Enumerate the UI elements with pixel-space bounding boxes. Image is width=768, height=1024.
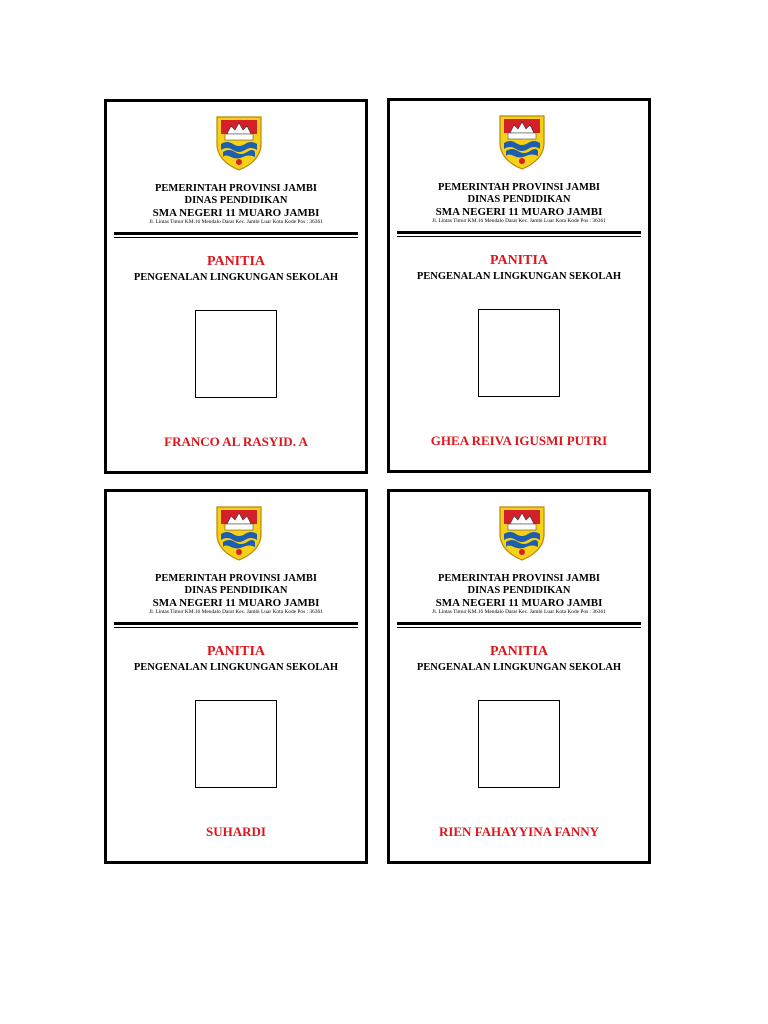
event-title: PENGENALAN LINGKUNGAN SEKOLAH bbox=[416, 271, 622, 282]
role-title: PANITIA bbox=[489, 644, 549, 659]
header-school: SMA NEGERI 11 MUARO JAMBI bbox=[152, 597, 320, 609]
jambi-province-emblem-icon bbox=[213, 114, 265, 172]
header-department: DINAS PENDIDIKAN bbox=[467, 194, 571, 205]
divider bbox=[114, 627, 358, 628]
id-card bbox=[104, 489, 368, 864]
header-school: SMA NEGERI 11 MUARO JAMBI bbox=[152, 207, 320, 219]
header-address: Jl. Lintas Timur KM.16 Mendalo Darat Kec. Jambi Luar Kota Kode Pos : 36361 bbox=[432, 609, 606, 615]
photo-box bbox=[195, 310, 277, 398]
header-department: DINAS PENDIDIKAN bbox=[467, 585, 571, 596]
header-province: PEMERINTAH PROVINSI JAMBI bbox=[155, 183, 317, 194]
header-address: Jl. Lintas Timur KM.16 Mendalo Darat Kec. Jambi Luar Kota Kode Pos : 36361 bbox=[149, 219, 323, 225]
header-school: SMA NEGERI 11 MUARO JAMBI bbox=[435, 597, 603, 609]
role-title: PANITIA bbox=[489, 253, 549, 268]
header-province: PEMERINTAH PROVINSI JAMBI bbox=[155, 573, 317, 584]
divider bbox=[114, 232, 358, 235]
event-title: PENGENALAN LINGKUNGAN SEKOLAH bbox=[133, 662, 339, 673]
header-address: Jl. Lintas Timur KM.16 Mendalo Darat Kec. Jambi Luar Kota Kode Pos : 36361 bbox=[149, 609, 323, 615]
divider bbox=[397, 231, 641, 234]
header-province: PEMERINTAH PROVINSI JAMBI bbox=[438, 573, 600, 584]
photo-box bbox=[478, 309, 560, 397]
event-title: PENGENALAN LINGKUNGAN SEKOLAH bbox=[133, 272, 339, 283]
divider bbox=[397, 622, 641, 625]
photo-box bbox=[478, 700, 560, 788]
divider bbox=[114, 237, 358, 238]
id-card bbox=[387, 98, 651, 473]
divider bbox=[397, 236, 641, 237]
divider bbox=[397, 627, 641, 628]
role-title: PANITIA bbox=[206, 644, 266, 659]
divider bbox=[114, 622, 358, 625]
header-address: Jl. Lintas Timur KM.16 Mendalo Darat Kec. Jambi Luar Kota Kode Pos : 36361 bbox=[432, 218, 606, 224]
header-province: PEMERINTAH PROVINSI JAMBI bbox=[438, 182, 600, 193]
jambi-province-emblem-icon bbox=[496, 504, 548, 562]
header-school: SMA NEGERI 11 MUARO JAMBI bbox=[435, 206, 603, 218]
photo-box bbox=[195, 700, 277, 788]
jambi-province-emblem-icon bbox=[213, 504, 265, 562]
header-department: DINAS PENDIDIKAN bbox=[184, 585, 288, 596]
header-department: DINAS PENDIDIKAN bbox=[184, 195, 288, 206]
role-title: PANITIA bbox=[206, 254, 266, 269]
person-name: SUHARDI bbox=[206, 824, 266, 839]
person-name: RIEN FAHAYYINA FANNY bbox=[438, 824, 600, 839]
id-card bbox=[387, 489, 651, 864]
event-title: PENGENALAN LINGKUNGAN SEKOLAH bbox=[416, 662, 622, 673]
jambi-province-emblem-icon bbox=[496, 113, 548, 171]
person-name: GHEA REIVA IGUSMI PUTRI bbox=[430, 433, 608, 448]
id-card bbox=[104, 99, 368, 474]
person-name: FRANCO AL RASYID. A bbox=[164, 434, 308, 449]
